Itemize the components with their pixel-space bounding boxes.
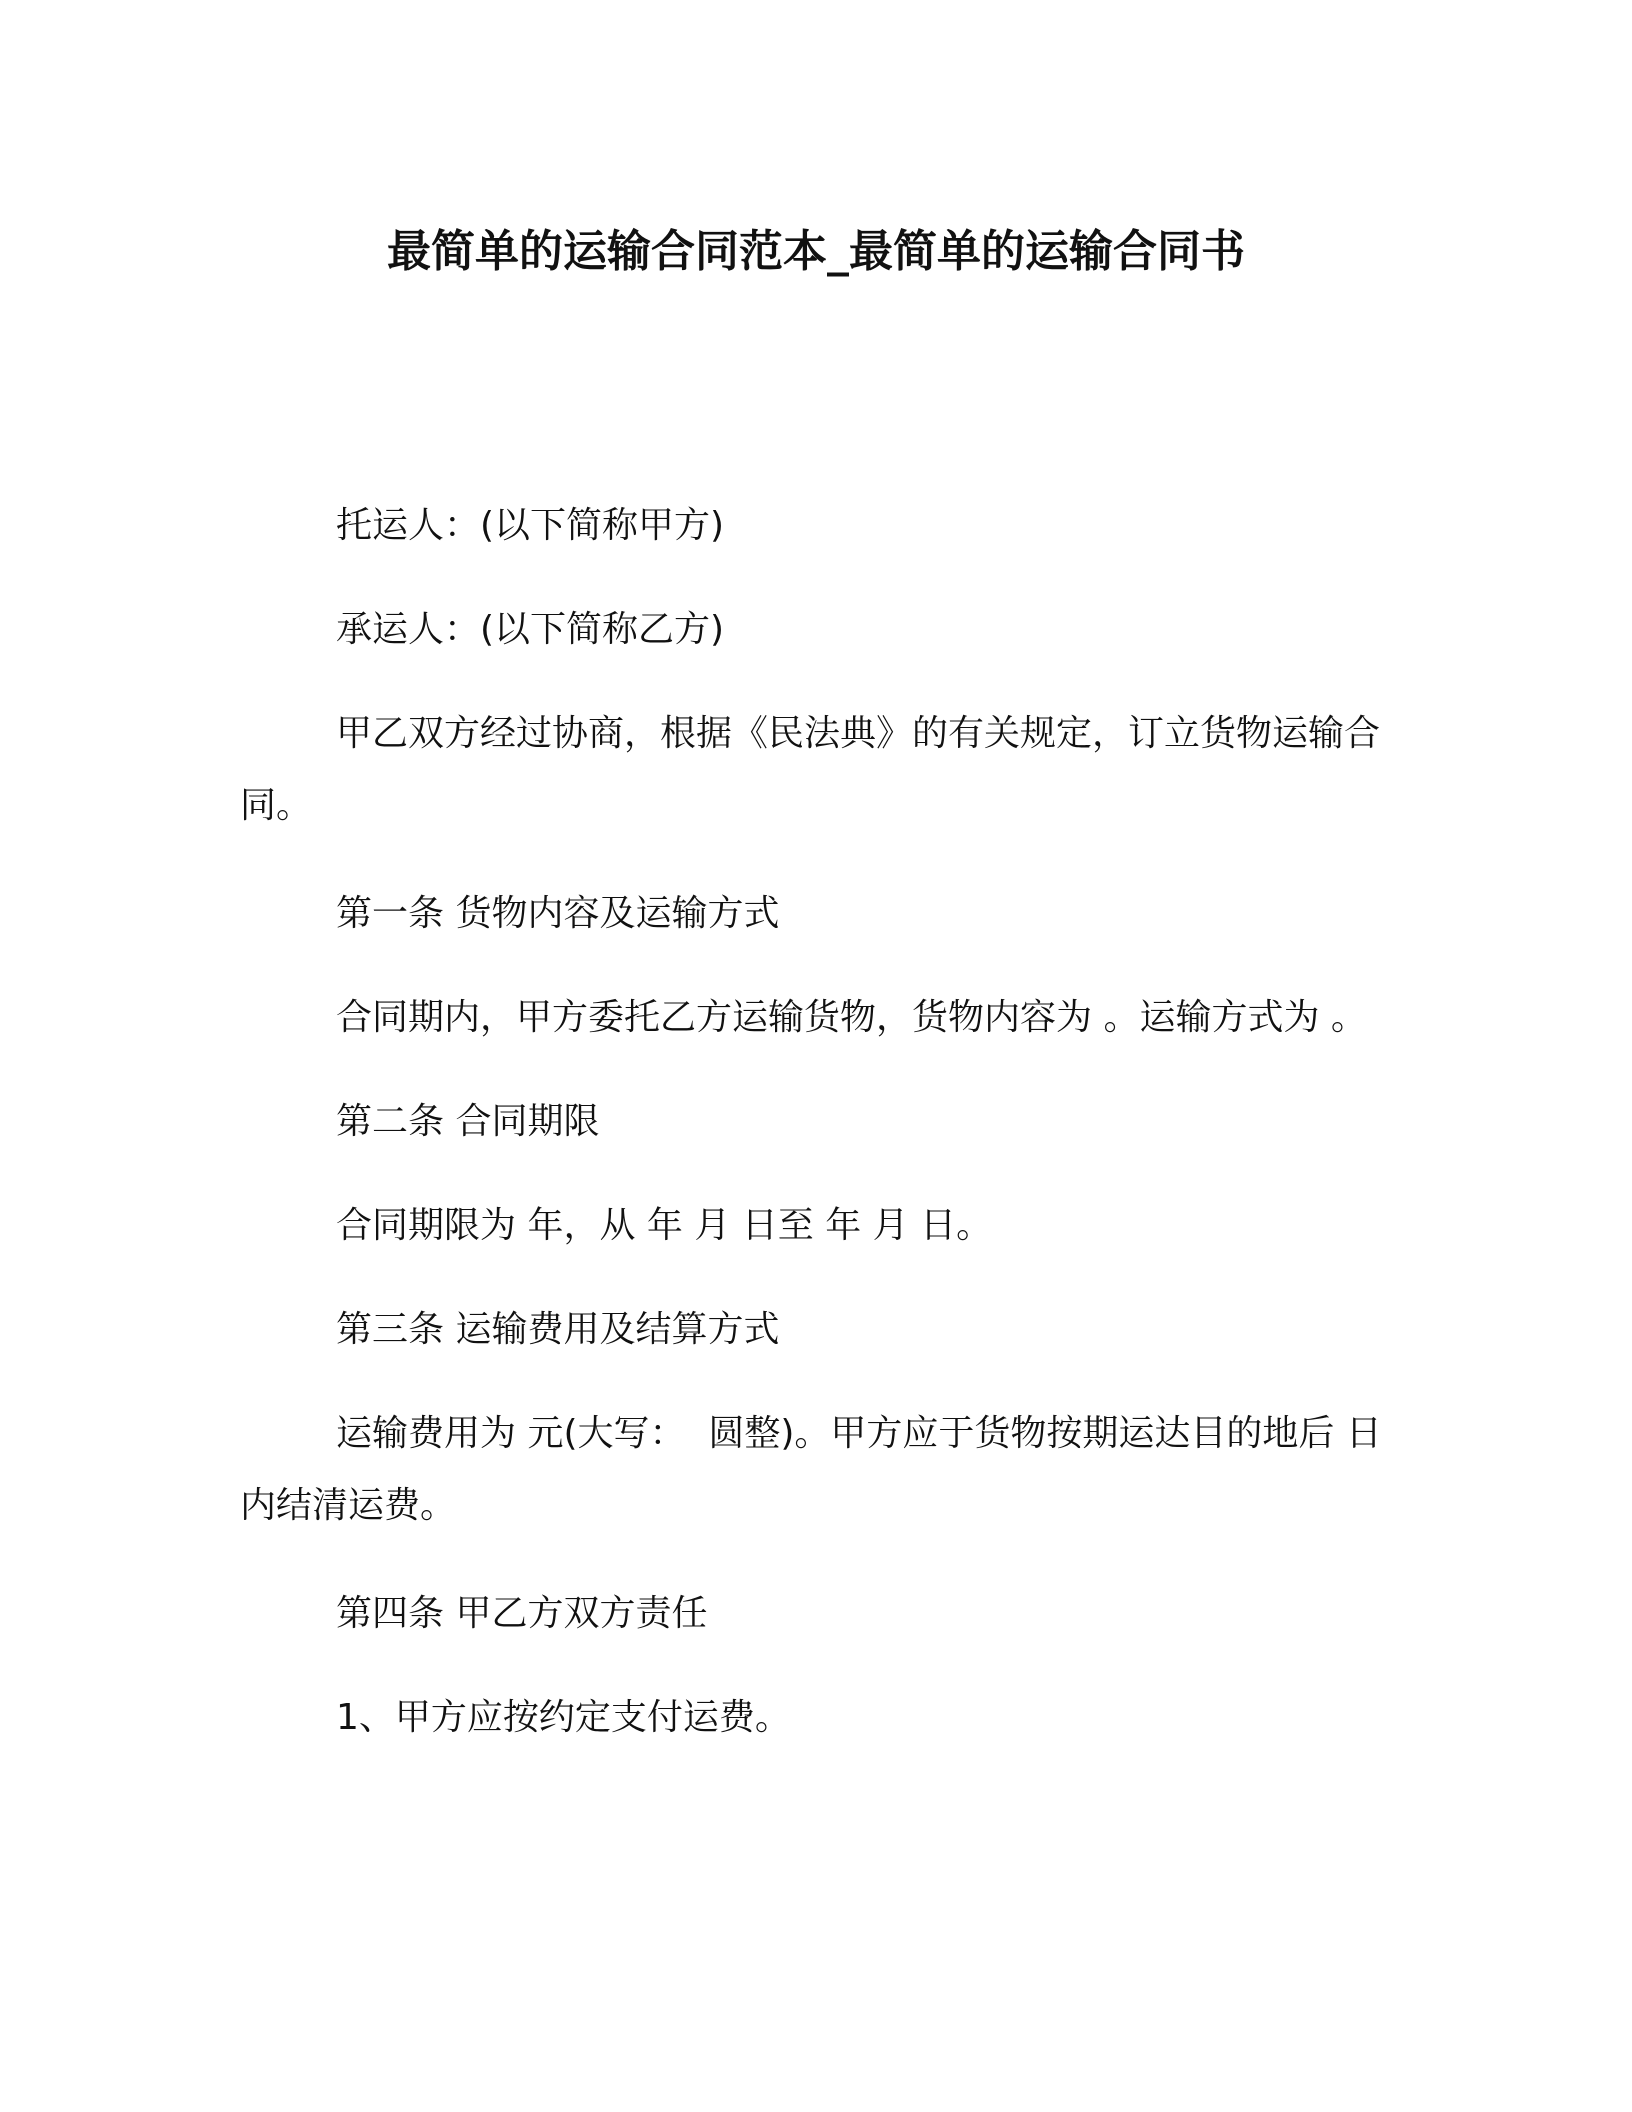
article-2-heading: 第二条 合同期限: [336, 1101, 600, 1142]
document-title: 最简单的运输合同范本_最简单的运输合同书: [387, 226, 1245, 277]
article-3-heading: 第三条 运输费用及结算方式: [336, 1309, 780, 1350]
article-4-heading: 第四条 甲乙方双方责任: [336, 1593, 708, 1634]
carrier-line: 承运人：(以下简称乙方): [336, 609, 725, 650]
article-3-body: 运输费用为 元(大写： 圆整)。甲方应于货物按期运达目的地后 日内结清运费。: [240, 1413, 1382, 1526]
article-1-body: 合同期内，甲方委托乙方运输货物，货物内容为 。运输方式为 。: [336, 997, 1367, 1038]
shipper-line: 托运人：(以下简称甲方): [336, 505, 725, 546]
article-4-item-1: 1、甲方应按约定支付运费。: [336, 1697, 791, 1738]
preamble-paragraph: 甲乙双方经过协商，根据《民法典》的有关规定，订立货物运输合同。: [240, 713, 1381, 826]
article-2-body: 合同期限为 年，从 年 月 日至 年 月 日。: [336, 1205, 993, 1246]
article-1-heading: 第一条 货物内容及运输方式: [336, 893, 780, 934]
